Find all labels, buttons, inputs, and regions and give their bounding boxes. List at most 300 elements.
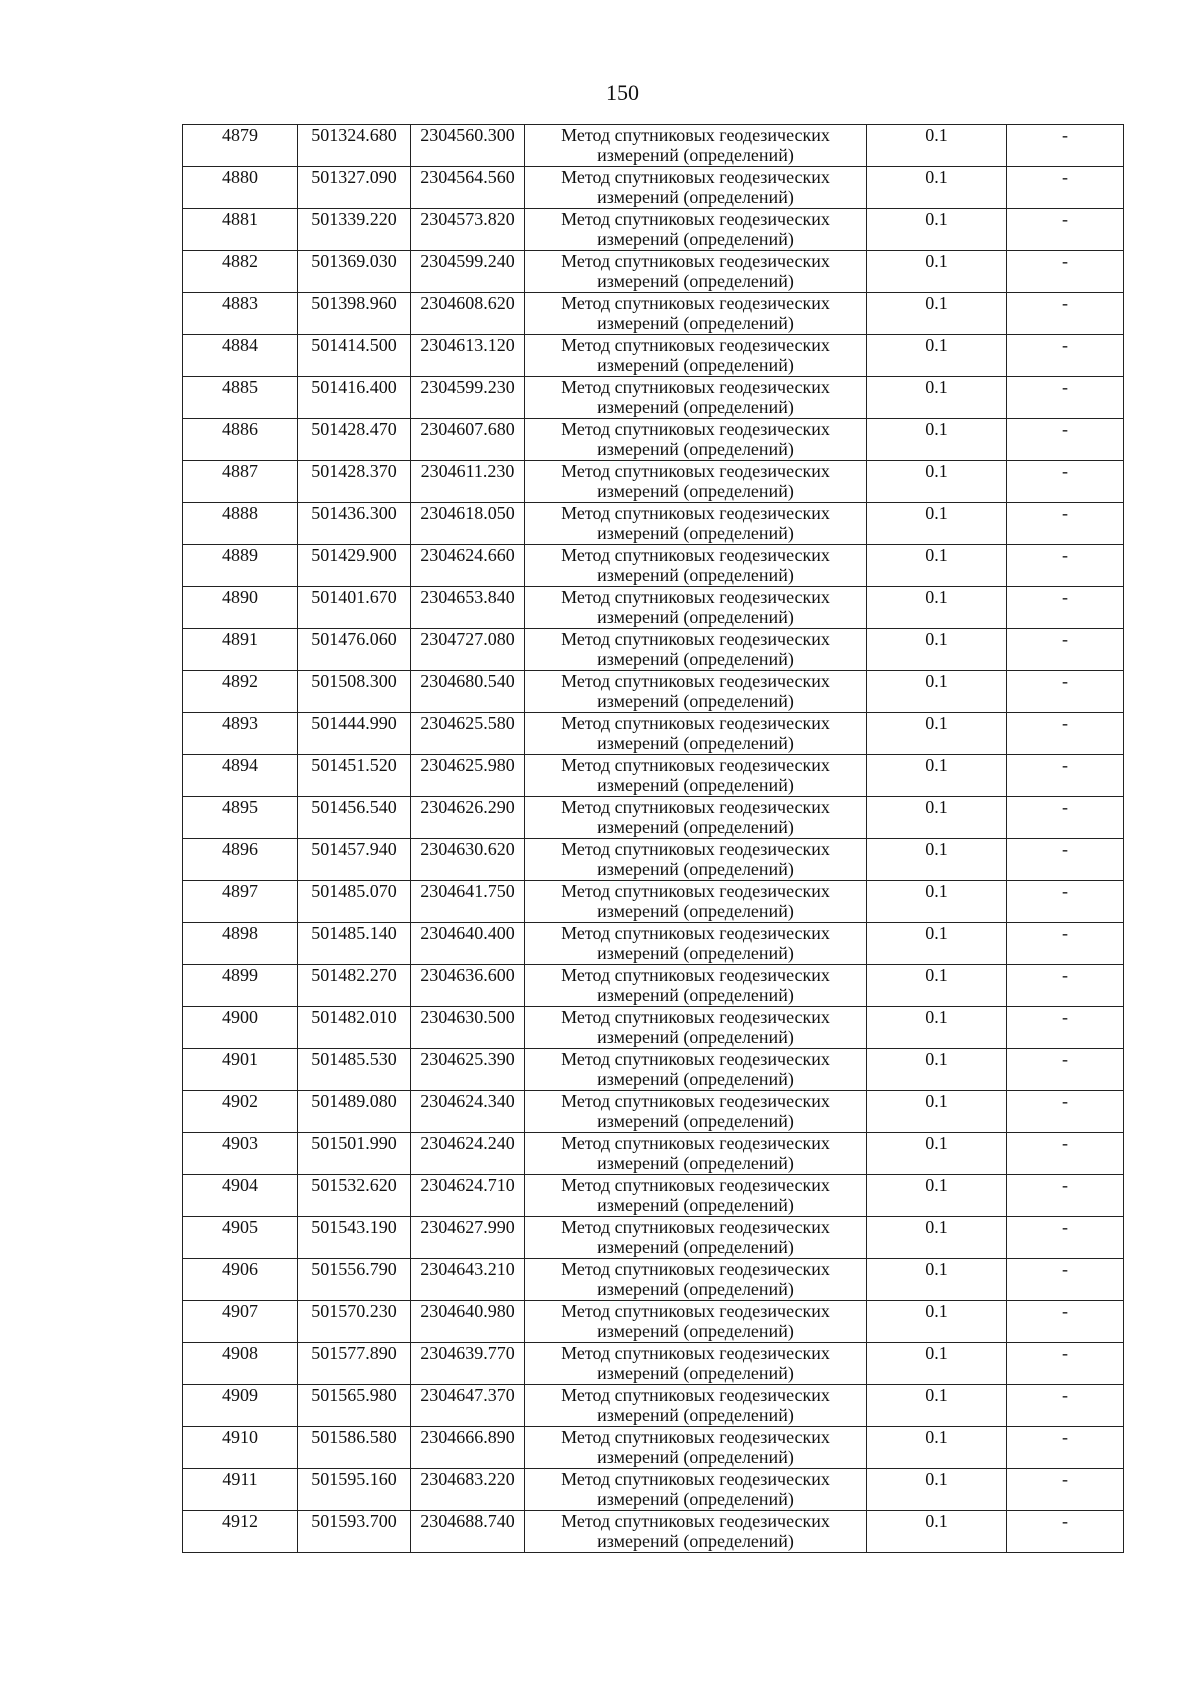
table-row	[183, 881, 1124, 923]
method-line-1: Метод спутниковых геодезических	[561, 1385, 830, 1405]
method-cell	[525, 461, 867, 503]
y-coordinate-cell: 2304647.370	[411, 1385, 525, 1427]
note-cell: -	[1007, 461, 1124, 503]
x-coordinate-cell: 501339.220	[298, 209, 411, 251]
accuracy-cell: 0.1	[867, 755, 1007, 797]
method-cell	[525, 1091, 867, 1133]
y-coordinate-cell: 2304625.580	[411, 713, 525, 755]
table-row	[183, 1259, 1124, 1301]
method-line-2: измерений (определений)	[597, 1153, 794, 1173]
note-cell: -	[1007, 335, 1124, 377]
y-coordinate-cell: 2304611.230	[411, 461, 525, 503]
method-line-2: измерений (определений)	[597, 859, 794, 879]
accuracy-cell: 0.1	[867, 461, 1007, 503]
method-line-2: измерений (определений)	[597, 523, 794, 543]
y-coordinate-cell: 2304683.220	[411, 1469, 525, 1511]
y-coordinate-cell: 2304640.400	[411, 923, 525, 965]
table-row	[183, 209, 1124, 251]
point-number-cell: 4885	[183, 377, 298, 419]
y-coordinate-cell: 2304643.210	[411, 1259, 525, 1301]
accuracy-cell: 0.1	[867, 503, 1007, 545]
table-row	[183, 1301, 1124, 1343]
accuracy-cell: 0.1	[867, 545, 1007, 587]
y-coordinate-cell: 2304624.710	[411, 1175, 525, 1217]
x-coordinate-cell: 501444.990	[298, 713, 411, 755]
point-number-cell: 4881	[183, 209, 298, 251]
method-cell	[525, 671, 867, 713]
accuracy-cell: 0.1	[867, 377, 1007, 419]
accuracy-cell: 0.1	[867, 1217, 1007, 1259]
method-line-2: измерений (определений)	[597, 1279, 794, 1299]
accuracy-cell: 0.1	[867, 125, 1007, 167]
method-line-1: Метод спутниковых геодезических	[561, 629, 830, 649]
note-cell: -	[1007, 923, 1124, 965]
method-line-2: измерений (определений)	[597, 1195, 794, 1215]
method-line-1: Метод спутниковых геодезических	[561, 1301, 830, 1321]
method-line-2: измерений (определений)	[597, 187, 794, 207]
method-cell	[525, 755, 867, 797]
note-cell: -	[1007, 1175, 1124, 1217]
accuracy-cell: 0.1	[867, 797, 1007, 839]
method-cell	[525, 209, 867, 251]
accuracy-cell: 0.1	[867, 629, 1007, 671]
method-cell	[525, 1385, 867, 1427]
method-cell	[525, 629, 867, 671]
y-coordinate-cell: 2304624.660	[411, 545, 525, 587]
note-cell: -	[1007, 1259, 1124, 1301]
accuracy-cell: 0.1	[867, 713, 1007, 755]
x-coordinate-cell: 501595.160	[298, 1469, 411, 1511]
method-cell	[525, 881, 867, 923]
note-cell: -	[1007, 671, 1124, 713]
point-number-cell: 4903	[183, 1133, 298, 1175]
accuracy-cell: 0.1	[867, 587, 1007, 629]
point-number-cell: 4908	[183, 1343, 298, 1385]
table-row	[183, 1133, 1124, 1175]
method-cell	[525, 125, 867, 167]
accuracy-cell: 0.1	[867, 1385, 1007, 1427]
y-coordinate-cell: 2304636.600	[411, 965, 525, 1007]
x-coordinate-cell: 501327.090	[298, 167, 411, 209]
table-row	[183, 923, 1124, 965]
note-cell: -	[1007, 587, 1124, 629]
method-line-2: измерений (определений)	[597, 817, 794, 837]
point-number-cell: 4893	[183, 713, 298, 755]
method-line-1: Метод спутниковых геодезических	[561, 209, 830, 229]
table-row	[183, 1091, 1124, 1133]
note-cell: -	[1007, 839, 1124, 881]
x-coordinate-cell: 501416.400	[298, 377, 411, 419]
method-line-1: Метод спутниковых геодезических	[561, 545, 830, 565]
method-line-2: измерений (определений)	[597, 985, 794, 1005]
table-row	[183, 377, 1124, 419]
point-number-cell: 4887	[183, 461, 298, 503]
method-cell	[525, 1007, 867, 1049]
point-number-cell: 4884	[183, 335, 298, 377]
accuracy-cell: 0.1	[867, 251, 1007, 293]
note-cell: -	[1007, 209, 1124, 251]
point-number-cell: 4907	[183, 1301, 298, 1343]
y-coordinate-cell: 2304640.980	[411, 1301, 525, 1343]
method-line-2: измерений (определений)	[597, 397, 794, 417]
x-coordinate-cell: 501457.940	[298, 839, 411, 881]
point-number-cell: 4902	[183, 1091, 298, 1133]
method-line-1: Метод спутниковых геодезических	[561, 419, 830, 439]
method-line-2: измерений (определений)	[597, 1405, 794, 1425]
note-cell: -	[1007, 1343, 1124, 1385]
method-line-1: Метод спутниковых геодезических	[561, 251, 830, 271]
table-row	[183, 1469, 1124, 1511]
note-cell: -	[1007, 125, 1124, 167]
accuracy-cell: 0.1	[867, 209, 1007, 251]
table-row	[183, 335, 1124, 377]
point-number-cell: 4896	[183, 839, 298, 881]
method-line-1: Метод спутниковых геодезических	[561, 1133, 830, 1153]
x-coordinate-cell: 501593.700	[298, 1511, 411, 1553]
point-number-cell: 4886	[183, 419, 298, 461]
note-cell: -	[1007, 713, 1124, 755]
accuracy-cell: 0.1	[867, 1007, 1007, 1049]
method-cell	[525, 1049, 867, 1091]
method-cell	[525, 713, 867, 755]
accuracy-cell: 0.1	[867, 1469, 1007, 1511]
note-cell: -	[1007, 797, 1124, 839]
y-coordinate-cell: 2304564.560	[411, 167, 525, 209]
method-line-2: измерений (определений)	[597, 1069, 794, 1089]
method-line-2: измерений (определений)	[597, 481, 794, 501]
method-cell	[525, 419, 867, 461]
method-line-2: измерений (определений)	[597, 1027, 794, 1047]
method-line-1: Метод спутниковых геодезических	[561, 503, 830, 523]
method-line-2: измерений (определений)	[597, 271, 794, 291]
table-row	[183, 1427, 1124, 1469]
note-cell: -	[1007, 1301, 1124, 1343]
point-number-cell: 4890	[183, 587, 298, 629]
y-coordinate-cell: 2304607.680	[411, 419, 525, 461]
method-line-2: измерений (определений)	[597, 901, 794, 921]
point-number-cell: 4901	[183, 1049, 298, 1091]
note-cell: -	[1007, 251, 1124, 293]
method-cell	[525, 1133, 867, 1175]
table-row	[183, 1175, 1124, 1217]
y-coordinate-cell: 2304625.390	[411, 1049, 525, 1091]
point-number-cell: 4912	[183, 1511, 298, 1553]
method-line-1: Метод спутниковых геодезических	[561, 377, 830, 397]
point-number-cell: 4897	[183, 881, 298, 923]
method-line-1: Метод спутниковых геодезических	[561, 965, 830, 985]
y-coordinate-cell: 2304573.820	[411, 209, 525, 251]
y-coordinate-cell: 2304608.620	[411, 293, 525, 335]
method-cell	[525, 1469, 867, 1511]
y-coordinate-cell: 2304613.120	[411, 335, 525, 377]
page-number: 150	[606, 80, 639, 105]
note-cell: -	[1007, 1385, 1124, 1427]
y-coordinate-cell: 2304624.240	[411, 1133, 525, 1175]
y-coordinate-cell: 2304639.770	[411, 1343, 525, 1385]
y-coordinate-cell: 2304627.990	[411, 1217, 525, 1259]
x-coordinate-cell: 501428.370	[298, 461, 411, 503]
x-coordinate-cell: 501401.670	[298, 587, 411, 629]
y-coordinate-cell: 2304688.740	[411, 1511, 525, 1553]
note-cell: -	[1007, 419, 1124, 461]
note-cell: -	[1007, 1091, 1124, 1133]
point-number-cell: 4904	[183, 1175, 298, 1217]
point-number-cell: 4891	[183, 629, 298, 671]
method-line-2: измерений (определений)	[597, 1363, 794, 1383]
x-coordinate-cell: 501532.620	[298, 1175, 411, 1217]
x-coordinate-cell: 501476.060	[298, 629, 411, 671]
x-coordinate-cell: 501429.900	[298, 545, 411, 587]
x-coordinate-cell: 501485.070	[298, 881, 411, 923]
method-line-1: Метод спутниковых геодезических	[561, 1175, 830, 1195]
method-line-2: измерений (определений)	[597, 1321, 794, 1341]
point-number-cell: 4879	[183, 125, 298, 167]
x-coordinate-cell: 501508.300	[298, 671, 411, 713]
point-number-cell: 4888	[183, 503, 298, 545]
method-line-1: Метод спутниковых геодезических	[561, 923, 830, 943]
table-row	[183, 671, 1124, 713]
x-coordinate-cell: 501501.990	[298, 1133, 411, 1175]
method-line-2: измерений (определений)	[597, 943, 794, 963]
method-line-1: Метод спутниковых геодезических	[561, 1343, 830, 1363]
table-row	[183, 545, 1124, 587]
y-coordinate-cell: 2304630.620	[411, 839, 525, 881]
x-coordinate-cell: 501436.300	[298, 503, 411, 545]
method-cell	[525, 1175, 867, 1217]
y-coordinate-cell: 2304727.080	[411, 629, 525, 671]
accuracy-cell: 0.1	[867, 1511, 1007, 1553]
method-line-2: измерений (определений)	[597, 145, 794, 165]
table-row	[183, 125, 1124, 167]
x-coordinate-cell: 501451.520	[298, 755, 411, 797]
accuracy-cell: 0.1	[867, 167, 1007, 209]
accuracy-cell: 0.1	[867, 1259, 1007, 1301]
table-row	[183, 839, 1124, 881]
x-coordinate-cell: 501489.080	[298, 1091, 411, 1133]
note-cell: -	[1007, 1217, 1124, 1259]
accuracy-cell: 0.1	[867, 335, 1007, 377]
coordinates-table	[182, 124, 1124, 1553]
method-line-2: измерений (определений)	[597, 1489, 794, 1509]
method-line-2: измерений (определений)	[597, 691, 794, 711]
y-coordinate-cell: 2304599.240	[411, 251, 525, 293]
method-line-1: Метод спутниковых геодезических	[561, 335, 830, 355]
note-cell: -	[1007, 293, 1124, 335]
accuracy-cell: 0.1	[867, 923, 1007, 965]
method-line-2: измерений (определений)	[597, 313, 794, 333]
note-cell: -	[1007, 1511, 1124, 1553]
note-cell: -	[1007, 1427, 1124, 1469]
method-line-1: Метод спутниковых геодезических	[561, 713, 830, 733]
note-cell: -	[1007, 545, 1124, 587]
note-cell: -	[1007, 881, 1124, 923]
method-cell	[525, 1511, 867, 1553]
method-line-1: Метод спутниковых геодезических	[561, 125, 830, 145]
table-row	[183, 251, 1124, 293]
method-line-1: Метод спутниковых геодезических	[561, 881, 830, 901]
table-row	[183, 965, 1124, 1007]
table-row	[183, 461, 1124, 503]
y-coordinate-cell: 2304560.300	[411, 125, 525, 167]
note-cell: -	[1007, 1133, 1124, 1175]
y-coordinate-cell: 2304641.750	[411, 881, 525, 923]
x-coordinate-cell: 501565.980	[298, 1385, 411, 1427]
method-cell	[525, 1427, 867, 1469]
point-number-cell: 4880	[183, 167, 298, 209]
accuracy-cell: 0.1	[867, 1301, 1007, 1343]
table-row	[183, 755, 1124, 797]
note-cell: -	[1007, 1049, 1124, 1091]
table-row	[183, 713, 1124, 755]
method-line-1: Метод спутниковых геодезических	[561, 293, 830, 313]
method-line-2: измерений (определений)	[597, 229, 794, 249]
method-line-2: измерений (определений)	[597, 607, 794, 627]
y-coordinate-cell: 2304618.050	[411, 503, 525, 545]
x-coordinate-cell: 501428.470	[298, 419, 411, 461]
table-row	[183, 167, 1124, 209]
method-line-2: измерений (определений)	[597, 565, 794, 585]
table-row	[183, 629, 1124, 671]
method-line-1: Метод спутниковых геодезических	[561, 839, 830, 859]
x-coordinate-cell: 501485.140	[298, 923, 411, 965]
method-cell	[525, 503, 867, 545]
method-line-1: Метод спутниковых геодезических	[561, 755, 830, 775]
note-cell: -	[1007, 1469, 1124, 1511]
accuracy-cell: 0.1	[867, 1343, 1007, 1385]
accuracy-cell: 0.1	[867, 293, 1007, 335]
y-coordinate-cell: 2304653.840	[411, 587, 525, 629]
method-line-1: Метод спутниковых геодезических	[561, 1049, 830, 1069]
point-number-cell: 4909	[183, 1385, 298, 1427]
point-number-cell: 4898	[183, 923, 298, 965]
note-cell: -	[1007, 965, 1124, 1007]
point-number-cell: 4906	[183, 1259, 298, 1301]
method-cell	[525, 965, 867, 1007]
point-number-cell: 4889	[183, 545, 298, 587]
note-cell: -	[1007, 629, 1124, 671]
point-number-cell: 4900	[183, 1007, 298, 1049]
x-coordinate-cell: 501482.270	[298, 965, 411, 1007]
method-line-2: измерений (определений)	[597, 733, 794, 753]
method-line-2: измерений (определений)	[597, 775, 794, 795]
note-cell: -	[1007, 1007, 1124, 1049]
x-coordinate-cell: 501369.030	[298, 251, 411, 293]
point-number-cell: 4910	[183, 1427, 298, 1469]
note-cell: -	[1007, 377, 1124, 419]
table-row	[183, 1049, 1124, 1091]
y-coordinate-cell: 2304599.230	[411, 377, 525, 419]
table-row	[183, 1007, 1124, 1049]
point-number-cell: 4894	[183, 755, 298, 797]
method-cell	[525, 1217, 867, 1259]
y-coordinate-cell: 2304630.500	[411, 1007, 525, 1049]
point-number-cell: 4882	[183, 251, 298, 293]
method-line-2: измерений (определений)	[597, 649, 794, 669]
accuracy-cell: 0.1	[867, 1049, 1007, 1091]
table-row	[183, 1217, 1124, 1259]
method-line-1: Метод спутниковых геодезических	[561, 1469, 830, 1489]
method-line-1: Метод спутниковых геодезических	[561, 1217, 830, 1237]
method-cell	[525, 587, 867, 629]
method-line-1: Метод спутниковых геодезических	[561, 671, 830, 691]
accuracy-cell: 0.1	[867, 671, 1007, 713]
y-coordinate-cell: 2304624.340	[411, 1091, 525, 1133]
x-coordinate-cell: 501324.680	[298, 125, 411, 167]
method-cell	[525, 797, 867, 839]
note-cell: -	[1007, 167, 1124, 209]
point-number-cell: 4895	[183, 797, 298, 839]
coordinates-table-body	[183, 125, 1124, 1553]
x-coordinate-cell: 501570.230	[298, 1301, 411, 1343]
method-line-1: Метод спутниковых геодезических	[561, 461, 830, 481]
method-cell	[525, 293, 867, 335]
table-row	[183, 503, 1124, 545]
method-line-1: Метод спутниковых геодезических	[561, 797, 830, 817]
method-line-2: измерений (определений)	[597, 1447, 794, 1467]
method-cell	[525, 839, 867, 881]
note-cell: -	[1007, 503, 1124, 545]
point-number-cell: 4892	[183, 671, 298, 713]
method-line-2: измерений (определений)	[597, 355, 794, 375]
accuracy-cell: 0.1	[867, 881, 1007, 923]
method-cell	[525, 377, 867, 419]
x-coordinate-cell: 501398.960	[298, 293, 411, 335]
table-row	[183, 587, 1124, 629]
method-line-1: Метод спутниковых геодезических	[561, 167, 830, 187]
method-cell	[525, 1343, 867, 1385]
y-coordinate-cell: 2304680.540	[411, 671, 525, 713]
method-line-1: Метод спутниковых геодезических	[561, 1511, 830, 1531]
x-coordinate-cell: 501414.500	[298, 335, 411, 377]
point-number-cell: 4911	[183, 1469, 298, 1511]
y-coordinate-cell: 2304626.290	[411, 797, 525, 839]
x-coordinate-cell: 501482.010	[298, 1007, 411, 1049]
accuracy-cell: 0.1	[867, 1091, 1007, 1133]
table-row	[183, 1385, 1124, 1427]
method-line-2: измерений (определений)	[597, 1237, 794, 1257]
method-cell	[525, 167, 867, 209]
method-line-1: Метод спутниковых геодезических	[561, 1091, 830, 1111]
method-cell	[525, 335, 867, 377]
table-row	[183, 419, 1124, 461]
method-cell	[525, 545, 867, 587]
x-coordinate-cell: 501586.580	[298, 1427, 411, 1469]
method-cell	[525, 251, 867, 293]
table-row	[183, 1511, 1124, 1553]
method-cell	[525, 1301, 867, 1343]
x-coordinate-cell: 501556.790	[298, 1259, 411, 1301]
x-coordinate-cell: 501577.890	[298, 1343, 411, 1385]
accuracy-cell: 0.1	[867, 839, 1007, 881]
method-line-1: Метод спутниковых геодезических	[561, 1007, 830, 1027]
y-coordinate-cell: 2304625.980	[411, 755, 525, 797]
point-number-cell: 4899	[183, 965, 298, 1007]
method-cell	[525, 923, 867, 965]
method-line-2: измерений (определений)	[597, 1531, 794, 1551]
accuracy-cell: 0.1	[867, 965, 1007, 1007]
method-line-2: измерений (определений)	[597, 439, 794, 459]
method-cell	[525, 1259, 867, 1301]
table-row	[183, 1343, 1124, 1385]
accuracy-cell: 0.1	[867, 1133, 1007, 1175]
table-row	[183, 797, 1124, 839]
accuracy-cell: 0.1	[867, 1175, 1007, 1217]
point-number-cell: 4883	[183, 293, 298, 335]
table-row	[183, 293, 1124, 335]
note-cell: -	[1007, 755, 1124, 797]
point-number-cell: 4905	[183, 1217, 298, 1259]
method-line-1: Метод спутниковых геодезических	[561, 1427, 830, 1447]
